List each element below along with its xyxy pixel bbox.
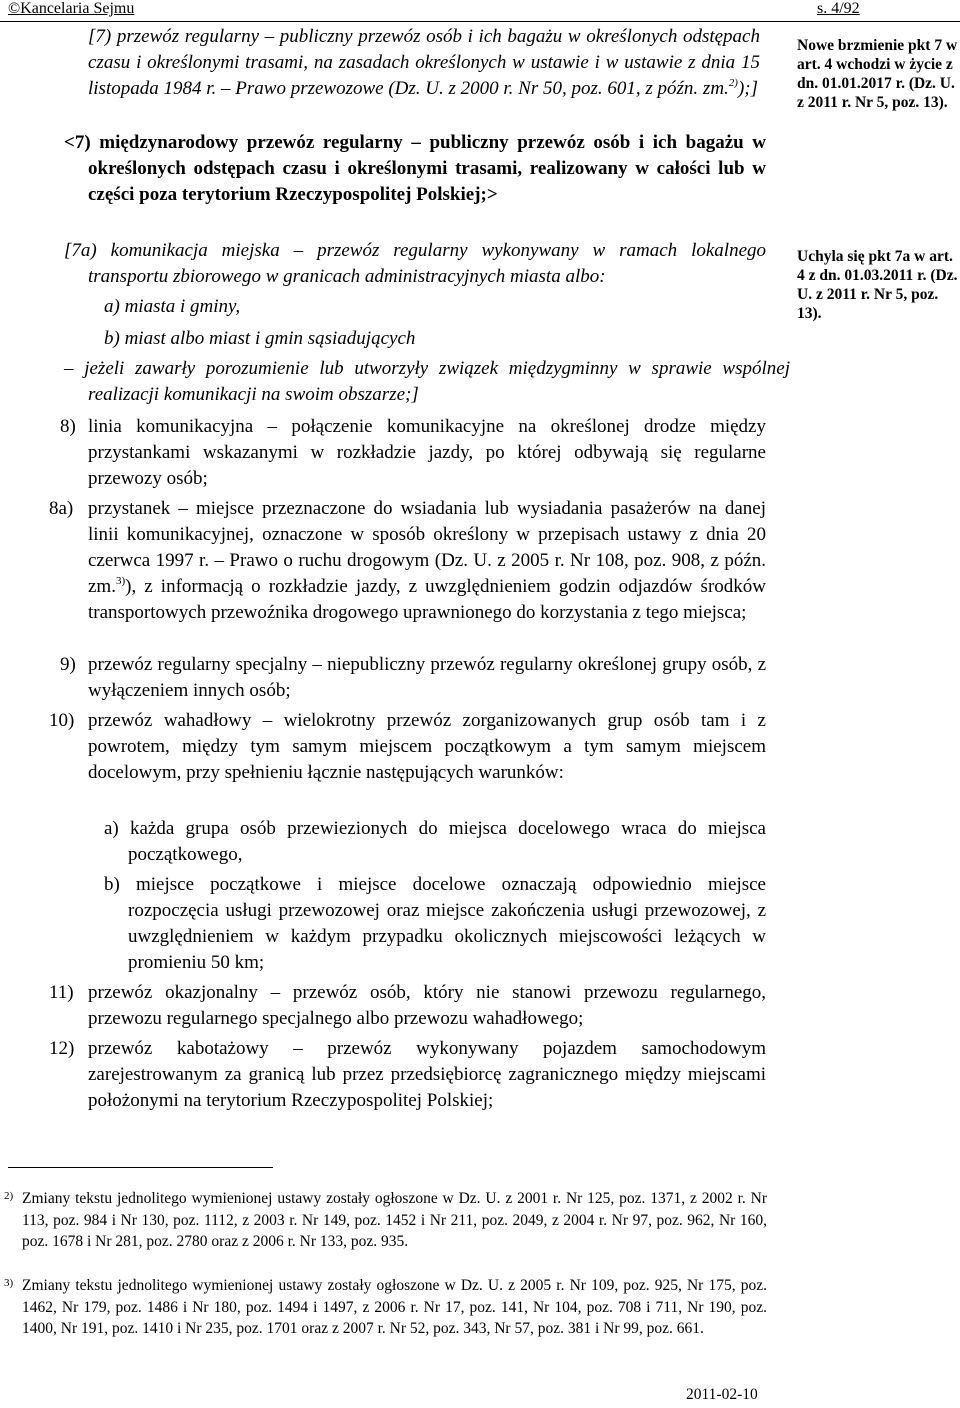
footnote-ref-3[interactable]: 3): [115, 574, 126, 587]
paragraph-7a-a: a) miasta i gminy,: [104, 296, 241, 317]
paragraph-11-label: 11): [49, 982, 74, 1003]
paragraph-8a: 8a) przystanek – miejsce przeznaczone do wsiadania lub wysiadania pasażerów na danej linii komunikacyjnej, oznaczone w sposób określony w przepisach ustawy z dnia 20 czerwca 1997 r. – Prawo o ruchu drogowym (Dz. U. z 2005 r. Nr 108, poz. 908, z późn. zm.$^{3)}$), z informacją o rozkładzie jazdy, z uwzględnieniem godzin odjazdów środków transportowych przewoźnika drogowego uprawnionego do korzystania z tego miejsca;: [49, 498, 766, 623]
document-date: 2011-02-10: [686, 1386, 758, 1403]
sidenote-repeal-7a: Uchyla się pkt 7a w art. 4 z dn. 01.03.2011 r. (Dz. U. z 2011 r. Nr 5, poz. 13).: [797, 248, 958, 322]
paragraph-7a-intro: [7a) komunikacja miejska – przewóz regularny wykonywany w ramach lokalnego transportu zbiorowego w granicach administracyjnych miasta albo:: [64, 240, 766, 287]
paragraph-10-b: b) miejsce początkowe i miejsce docelowe oznaczają odpowiednio miejsce rozpoczęcia usługi przewozowej oraz miejsce zakończenia usługi przewozowej, z uwzględnieniem w każdym przypadku okolicznych miejscowości leżących w promieniu 50 km;: [104, 874, 766, 973]
copyright-link[interactable]: ©Kancelaria Sejmu: [8, 0, 135, 17]
footnote-3-text: Zmiany tekstu jednolitego wymienionej ustawy zostały ogłoszone w Dz. U. z 2005 r. Nr 109, poz. 925, Nr 175, poz. 1462, Nr 179, poz. 1486 i Nr 180, poz. 1494 i 1497, z 2006 r. Nr 17, poz. 141, Nr 104, poz. 708 i 711, Nr 190, poz. 1400, Nr 191, poz. 1410 i Nr 235, poz. 1701 oraz z 2007 r. Nr 52, poz. 343, Nr 57, poz. 381 i Nr 99, poz. 661.: [22, 1277, 767, 1337]
paragraph-11: 11) przewóz okazjonalny – przewóz osób, który nie stanowi przewozu regularnego, przewozu regularnego specjalnego albo przewozu wahadłowego;: [49, 982, 766, 1029]
paragraph-9: 9) przewóz regularny specjalny – niepubliczny przewóz regularny określonej grupy osób, z wyłączeniem innych osób;: [60, 654, 766, 701]
paragraph-7a-tail: – jeżeli zawarły porozumienie lub utworzyły związek międzygminny w sprawie wspólnej realizacji komunikacji na swoim obszarze;]: [64, 358, 790, 405]
footnote-separator: [8, 1167, 273, 1168]
paragraph-8: 8) linia komunikacyjna – połączenie komunikacyjne na określonej drodze między przystankami wskazanymi w rozkładzie jazdy, po której odbywają się regularne przewozy osób;: [60, 416, 766, 489]
paragraph-8-label: 8): [60, 416, 76, 437]
paragraph-7a-b: b) miast albo miast i gmin sąsiadujących: [104, 328, 416, 349]
paragraph-10: 10) przewóz wahadłowy – wielokrotny przewóz zorganizowanych grup osób tam i z powrotem, między tym samym miejscem początkowym a tym samym miejscem docelowym, przy spełnieniu łącznie następujących warunków:: [49, 710, 766, 783]
header-rule: [0, 21, 960, 22]
page-number: s. 4/92: [817, 0, 860, 17]
footnote-3-number: 3): [4, 1277, 14, 1289]
sidenote-amendment-7: Nowe brzmienie pkt 7 w art. 4 wchodzi w życie z dn. 01.01.2017 r. (Dz. U. z 2011 r. Nr 5, poz. 13).: [797, 37, 958, 111]
paragraph-12-label: 12): [49, 1038, 75, 1059]
paragraph-10-label: 10): [49, 710, 75, 731]
paragraph-8a-label: 8a): [49, 498, 74, 519]
footnote-ref-2[interactable]: 2): [728, 76, 738, 89]
paragraph-7-old: [7) przewóz regularny – publiczny przewóz osób i ich bagażu w określonych odstępach czasu i określonymi trasami, na zasadach określonych w ustawie i w ustawie z dnia 15 listopada 1984 r. – Prawo przewozowe (Dz. U. z 2000 r. Nr 50, poz. 601, z późn. zm.$^{2)}$);]: [88, 26, 760, 99]
paragraph-9-label: 9): [60, 654, 76, 675]
footnote-2-text: Zmiany tekstu jednolitego wymienionej ustawy zostały ogłoszone w Dz. U. z 2001 r. Nr 125, poz. 1371, z 2002 r. Nr 113, poz. 984 i Nr 130, poz. 1112, z 2003 r. Nr 149, poz. 1452 i Nr 211, poz. 2049, z 2004 r. Nr 97, poz. 962, Nr 160, poz. 1678 i Nr 281, poz. 2780 oraz z 2006 r. Nr 133, poz. 935.: [22, 1190, 767, 1250]
paragraph-12: 12) przewóz kabotażowy – przewóz wykonywany pojazdem samochodowym zarejestrowanym za granicą lub przez przedsiębiorcę zagranicznego między miejscami położonymi na terytorium Rzeczypospolitej Polskiej;: [49, 1038, 766, 1111]
paragraph-10-a: a) każda grupa osób przewiezionych do miejsca docelowego wraca do miejsca początkowego,: [104, 818, 766, 865]
paragraph-7-new: <7) międzynarodowy przewóz regularny – publiczny przewóz osób i ich bagażu w określonych odstępach czasu i określonymi trasami, realizowany w całości lub w części poza terytorium Rzeczypospolitej Polskiej;>: [64, 132, 766, 205]
page-header: [0, 0, 960, 22]
footnote-2-number: 2): [4, 1190, 14, 1202]
